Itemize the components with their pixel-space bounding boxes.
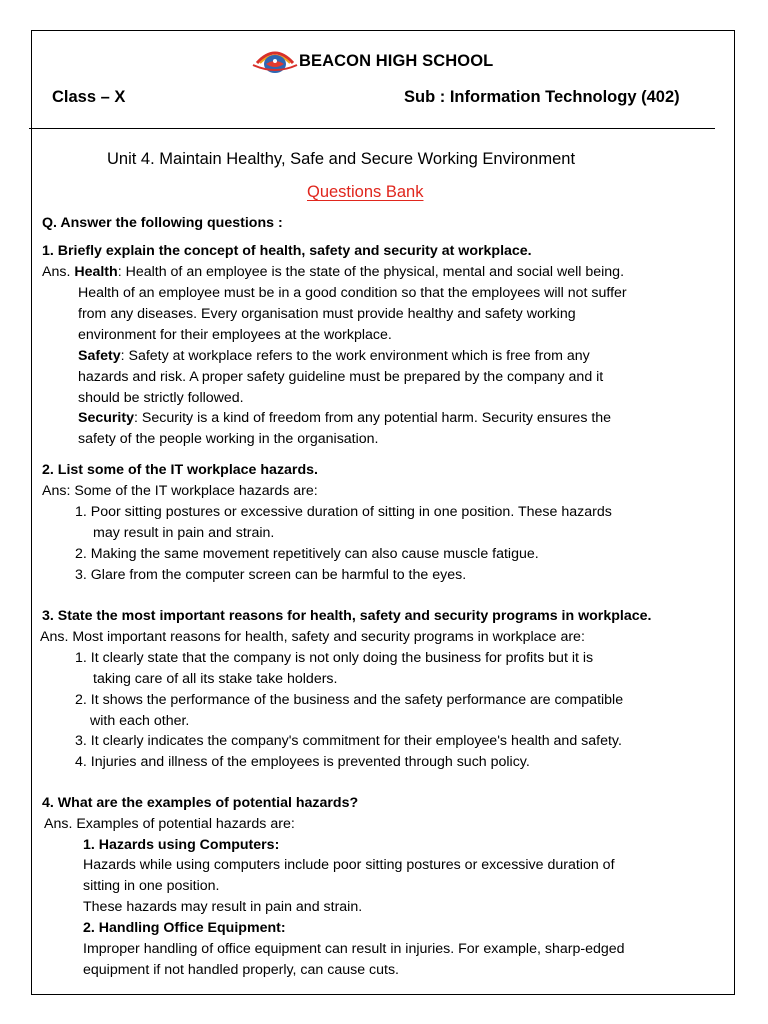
q4-sub-1-heading: 1. Hazards using Computers: <box>83 837 280 853</box>
q3-item-1-line-1: 1. It clearly state that the company is not only doing the business for profits but it is <box>75 650 594 666</box>
q4-sub-1-line-1: Hazards while using computers include poor sitting postures or excessive duration of <box>83 857 615 873</box>
q1-safety-line-3: should be strictly followed. <box>78 390 244 406</box>
question-2: 2. List some of the IT workplace hazards. <box>42 462 318 478</box>
q3-item-3: 3. It clearly indicates the company's commitment for their employee's health and safety. <box>75 733 622 749</box>
health-text: : Health of an employee is the state of the physical, mental and social well being. <box>117 264 625 280</box>
q2-item-3: 3. Glare from the computer screen can be harmful to the eyes. <box>75 567 467 583</box>
q4-sub-2-heading: 2. Handling Office Equipment: <box>83 920 286 936</box>
class-label: Class – X <box>52 88 126 106</box>
q4-sub-2-line-1: Improper handling of office equipment can result in injuries. For example, sharp-edged <box>83 941 625 957</box>
school-logo-icon <box>251 45 299 75</box>
subject-label: Sub : Information Technology (402) <box>404 88 680 106</box>
header-divider <box>29 128 715 129</box>
school-name: BEACON HIGH SCHOOL <box>299 52 494 70</box>
ans-prefix: Ans. <box>42 264 71 280</box>
q2-item-2: 2. Making the same movement repetitively can also cause muscle fatigue. <box>75 546 539 562</box>
question-4: 4. What are the examples of potential hazards? <box>42 795 359 811</box>
q2-item-1-line-2: may result in pain and strain. <box>93 525 275 541</box>
q1-health-line-2: Health of an employee must be in a good condition so that the employees will not suffer <box>78 285 627 301</box>
q1-safety-line-2: hazards and risk. A proper safety guideline must be prepared by the company and it <box>78 369 604 385</box>
q1-health-line-1 <box>42 262 624 283</box>
instruction: Q. Answer the following questions : <box>42 215 283 231</box>
q4-answer-intro: Ans. Examples of potential hazards are: <box>44 816 295 832</box>
q3-answer-intro: Ans. Most important reasons for health, safety and security programs in workplace are: <box>40 629 585 645</box>
q4-sub-1-line-2: sitting in one position. <box>83 878 220 894</box>
health-term: Health <box>74 264 118 280</box>
question-1: 1. Briefly explain the concept of health, safety and security at workplace. <box>42 243 532 259</box>
safety-term: Safety <box>78 348 121 364</box>
question-3: 3. State the most important reasons for health, safety and security programs in workplace. <box>42 608 652 624</box>
questions-bank-heading: Questions Bank <box>307 183 424 201</box>
q2-item-1-line-1: 1. Poor sitting postures or excessive duration of sitting in one position. These hazards <box>75 504 612 520</box>
q3-item-2-line-2: with each other. <box>90 713 190 729</box>
q1-health-line-4: environment for their employees at the workplace. <box>78 327 392 343</box>
q3-item-2-line-1: 2. It shows the performance of the business and the safety performance are compatible <box>75 692 624 708</box>
security-text: : Security is a kind of freedom from any potential harm. Security ensures the <box>134 410 612 426</box>
q4-sub-1-line-3: These hazards may result in pain and strain. <box>83 899 363 915</box>
q4-sub-2-line-2: equipment if not handled properly, can cause cuts. <box>83 962 399 978</box>
q1-health-line-3: from any diseases. Every organisation must provide healthy and safety working <box>78 306 576 322</box>
q3-item-4: 4. Injuries and illness of the employees is prevented through such policy. <box>75 754 530 770</box>
security-term: Security <box>78 410 134 426</box>
safety-text: : Safety at workplace refers to the work environment which is free from any <box>120 348 590 364</box>
q1-security-line-1 <box>78 408 611 429</box>
q1-safety-line-1 <box>78 346 590 367</box>
unit-title: Unit 4. Maintain Healthy, Safe and Secure Working Environment <box>107 150 576 168</box>
q2-answer-intro: Ans: Some of the IT workplace hazards are: <box>42 483 318 499</box>
q1-security-line-2: safety of the people working in the organisation. <box>78 431 379 447</box>
q3-item-1-line-2: taking care of all its stake take holders. <box>93 671 338 687</box>
